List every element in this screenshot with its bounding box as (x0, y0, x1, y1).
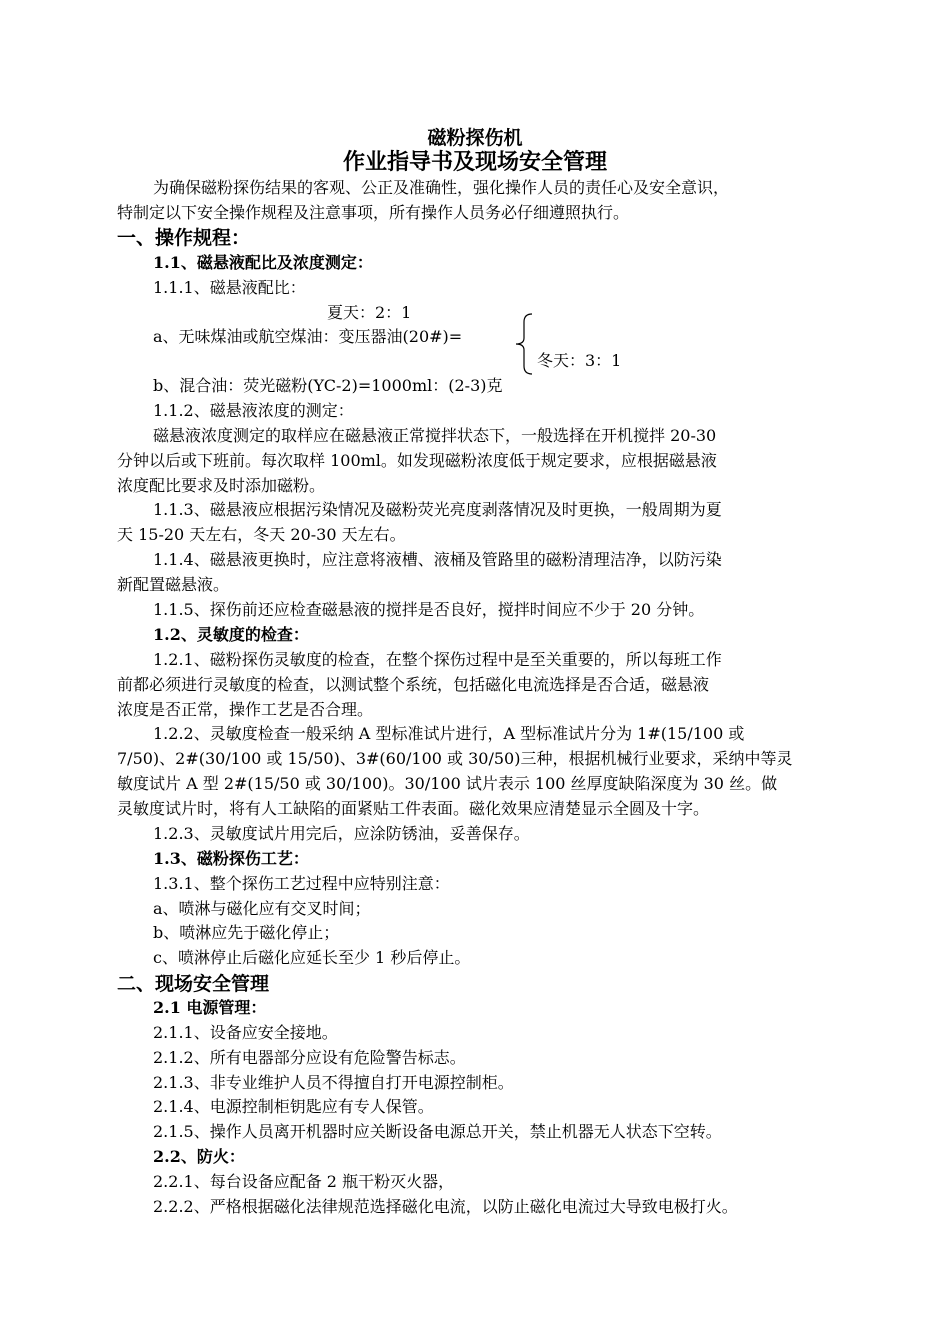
ratio-item-b: b、混合油：荧光磁粉(YC-2)=1000ml：(2-3)克 (153, 376, 503, 395)
intro-line-2: 特制定以下安全操作规程及注意事项，所有操作人员务必仔细遵照执行。 (117, 203, 630, 222)
s22-heading: 2.2、防火： (153, 1147, 245, 1166)
p122-line-2: 7/50)、2#(30/100 或 15/50)、3#(60/100 或 30/50)三种，根据机械行业要求，采纳中等灵 (117, 749, 793, 768)
p112-line-1: 磁悬液浓度测定的取样应在磁悬液正常搅拌状态下，一般选择在开机搅拌 20-30 (153, 426, 717, 445)
s21-heading: 2.1 电源管理： (153, 998, 267, 1017)
ratio-item-a: a、无味煤油或航空煤油：变压器油(20#)= (153, 327, 463, 346)
p114-line-1: 1.1.4、磁悬液更换时，应注意将液槽、液桶及管路里的磁粉清理洁净，以防污染 (153, 550, 722, 569)
list-item: b、喷淋应先于磁化停止； (153, 923, 340, 942)
list-item: 2.2.1、每台设备应配备 2 瓶干粉灭火器， (153, 1172, 455, 1191)
p115-line: 1.1.5、探伤前还应检查磁悬液的搅拌是否良好，搅拌时间应不少于 20 分钟。 (153, 600, 705, 619)
p122-line-3: 敏度试片 A 型 2#(15/50 或 30/100)。30/100 试片表示 100 丝厚度缺陷深度为 30 丝。做 (117, 774, 778, 793)
section1-heading: 一、操作规程： (117, 227, 251, 249)
p121-line-1: 1.2.1、磁粉探伤灵敏度的检查，在整个探伤过程中是至关重要的，所以每班工作 (153, 650, 722, 669)
s12-heading: 1.2、灵敏度的检查： (153, 625, 309, 644)
s13-heading: 1.3、磁粉探伤工艺： (153, 849, 309, 868)
list-item: 2.1.5、操作人员离开机器时应关断设备电源总开关，禁止机器无人状态下空转。 (153, 1122, 722, 1141)
s11-heading: 1.1、磁悬液配比及浓度测定： (153, 253, 373, 272)
p121-line-2: 前都必须进行灵敏度的检查，以测试整个系统，包括磁化电流选择是否合适，磁悬液 (117, 675, 710, 694)
ratio-summer: 夏天：2：1 (327, 303, 412, 322)
list-item: 2.1.3、非专业维护人员不得擅自打开电源控制柜。 (153, 1073, 514, 1092)
list-item: c、喷淋停止后磁化应延长至少 1 秒后停止。 (153, 948, 471, 967)
p112-label: 1.1.2、磁悬液浓度的测定： (153, 401, 354, 420)
list-item: 2.2.2、严格根据磁化法律规范选择磁化电流，以防止磁化电流过大导致电极打火。 (153, 1197, 738, 1216)
list-item: a、喷淋与磁化应有交叉时间； (153, 899, 371, 918)
p111-label: 1.1.1、磁悬液配比： (153, 278, 306, 297)
p112-line-3: 浓度配比要求及时添加磁粉。 (117, 476, 326, 495)
doc-title-line1: 磁粉探伤机 (427, 127, 523, 149)
p113-line-2: 天 15-20 天左右，冬天 20-30 天左右。 (117, 525, 406, 544)
ratio-winter: 冬天：3：1 (537, 351, 622, 370)
p131-label: 1.3.1、整个探伤工艺过程中应特别注意： (153, 874, 450, 893)
p122-line-1: 1.2.2、灵敏度检查一般采纳 A 型标准试片进行，A 型标准试片分为 1#(15/100 或 (153, 724, 745, 743)
doc-title-line2: 作业指导书及现场安全管理 (342, 149, 607, 175)
section2-heading: 二、现场安全管理 (117, 973, 270, 995)
p123-line: 1.2.3、灵敏度试片用完后，应涂防锈油，妥善保存。 (153, 824, 530, 843)
list-item: 2.1.1、设备应安全接地。 (153, 1023, 338, 1042)
list-item: 2.1.4、电源控制柜钥匙应有专人保管。 (153, 1097, 434, 1116)
p121-line-3: 浓度是否正常，操作工艺是否合理。 (117, 700, 374, 719)
p113-line-1: 1.1.3、磁悬液应根据污染情况及磁粉荧光亮度剥落情况及时更换，一般周期为夏 (153, 500, 722, 519)
curly-brace-icon (512, 312, 536, 376)
intro-line-1: 为确保磁粉探伤结果的客观、公正及准确性，强化操作人员的责任心及安全意识， (153, 178, 730, 197)
p114-line-2: 新配置磁悬液。 (117, 575, 230, 594)
list-item: 2.1.2、所有电器部分应设有危险警告标志。 (153, 1048, 466, 1067)
p122-line-4: 灵敏度试片时，将有人工缺陷的面紧贴工件表面。磁化效果应清楚显示全圆及十字。 (117, 799, 710, 818)
p112-line-2: 分钟以后或下班前。每次取样 100ml。如发现磁粉浓度低于规定要求，应根据磁悬液 (117, 451, 717, 470)
